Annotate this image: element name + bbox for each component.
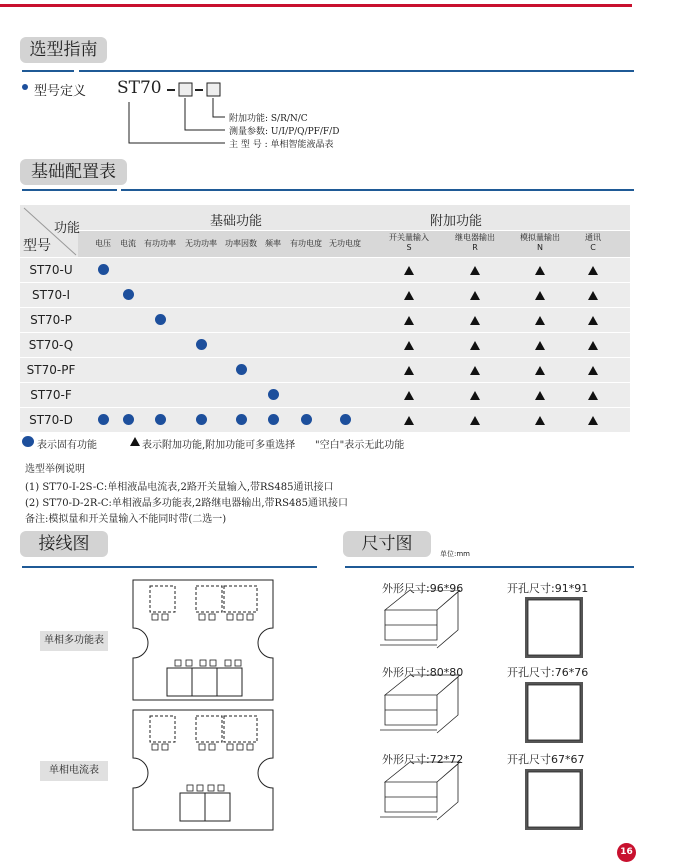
page-number: 16 — [617, 843, 636, 862]
section-guide: 选型指南 — [20, 37, 107, 63]
bullet-icon — [22, 84, 28, 90]
row-model: ST70-U — [29, 263, 73, 277]
divider — [345, 566, 634, 568]
inherent-function-dot — [340, 414, 351, 425]
top-rule — [0, 4, 632, 7]
col-header-extra-code: R — [472, 243, 478, 252]
optional-function-triangle — [404, 316, 414, 325]
optional-function-triangle — [535, 366, 545, 375]
legend-triangle: 表示附加功能,附加功能可多重选择 — [142, 440, 296, 451]
section-basic-table: 基础配置表 — [20, 159, 127, 185]
optional-function-triangle — [404, 266, 414, 275]
circle-legend-icon — [22, 436, 34, 447]
inherent-function-dot — [236, 364, 247, 375]
config-table — [20, 205, 630, 431]
optional-function-triangle — [588, 416, 598, 425]
optional-function-triangle — [470, 291, 480, 300]
outer-dim-72: 外形尺寸:72*72 — [382, 753, 464, 766]
optional-function-triangle — [404, 391, 414, 400]
example-1: (1) ST70-I-2S-C:单相液晶电流表,2路开关量输入,带RS485通讯接口 — [25, 482, 334, 493]
optional-function-triangle — [535, 316, 545, 325]
example-2: (2) ST70-D-2R-C:单相液晶多功能表,2路继电器输出,带RS485通讯接口 — [25, 498, 349, 509]
model-code: ST70 — [117, 78, 162, 98]
col-header-basic: 电压 — [95, 239, 111, 248]
row-model: ST70-PF — [26, 363, 76, 377]
col-header-basic: 有功电度 — [290, 239, 322, 248]
col-header-basic: 电流 — [120, 239, 136, 248]
divider — [79, 70, 634, 72]
col-header-basic: 无功电度 — [329, 239, 361, 248]
optional-function-triangle — [535, 416, 545, 425]
optional-function-triangle — [588, 291, 598, 300]
group-basic: 基础功能 — [210, 214, 263, 229]
optional-function-triangle — [588, 316, 598, 325]
divider — [121, 189, 634, 191]
optional-function-triangle — [470, 316, 480, 325]
divider — [22, 189, 117, 191]
legend-circle: 表示固有功能 — [37, 440, 97, 451]
model-def-label: 型号定义 — [34, 84, 87, 99]
cut-dim-67: 开孔尺寸67*67 — [507, 753, 585, 766]
group-extra: 附加功能 — [430, 214, 483, 229]
inherent-function-dot — [98, 264, 109, 275]
examples-title: 选型举例说明 — [25, 464, 85, 475]
row-model: ST70-Q — [28, 338, 74, 352]
optional-function-triangle — [535, 341, 545, 350]
optional-function-triangle — [535, 266, 545, 275]
col-header-extra-code: C — [590, 243, 596, 252]
row-model: ST70-I — [31, 288, 71, 302]
col-header-basic: 功率因数 — [225, 239, 257, 248]
optional-function-triangle — [535, 291, 545, 300]
inherent-function-dot — [155, 314, 166, 325]
optional-function-triangle — [535, 391, 545, 400]
inherent-function-dot — [98, 414, 109, 425]
cut-dim-91: 开孔尺寸:91*91 — [507, 582, 589, 595]
model-code-diagram — [120, 80, 240, 155]
col-header-extra-name: 开关量输入 — [389, 233, 429, 242]
col-header-extra-code: N — [537, 243, 543, 252]
cut-dim-76: 开孔尺寸:76*76 — [507, 666, 589, 679]
section-dimensions: 尺寸图 — [343, 531, 431, 557]
divider — [22, 566, 317, 568]
col-header-basic: 有功功率 — [144, 239, 176, 248]
outer-dim-80: 外形尺寸:80*80 — [382, 666, 464, 679]
inherent-function-dot — [123, 289, 134, 300]
optional-function-triangle — [404, 366, 414, 375]
optional-function-triangle — [470, 341, 480, 350]
corner-model: 型号 — [23, 238, 51, 254]
def-main: 主 型 号 : 单相智能液晶表 — [229, 140, 334, 150]
optional-function-triangle — [470, 416, 480, 425]
optional-function-triangle — [404, 291, 414, 300]
outer-dim-96: 外形尺寸:96*96 — [382, 582, 464, 595]
wiring-label-multi: 单相多功能表 — [40, 631, 108, 651]
col-header-basic: 频率 — [265, 239, 281, 248]
unit-label: 单位:mm — [440, 550, 470, 558]
col-header-extra-name: 模拟量输出 — [520, 233, 560, 242]
optional-function-triangle — [588, 341, 598, 350]
dimension-drawings — [380, 590, 590, 840]
optional-function-triangle — [588, 366, 598, 375]
legend-blank: "空白"表示无此功能 — [315, 440, 405, 451]
row-model: ST70-F — [30, 388, 72, 402]
inherent-function-dot — [268, 414, 279, 425]
col-header-extra-name: 通讯 — [585, 233, 601, 242]
optional-function-triangle — [588, 266, 598, 275]
corner-function: 功能 — [54, 221, 81, 236]
wiring-diagrams — [130, 578, 280, 843]
optional-function-triangle — [404, 341, 414, 350]
triangle-legend-icon — [130, 437, 140, 446]
optional-function-triangle — [470, 266, 480, 275]
col-header-extra-name: 继电器输出 — [455, 233, 495, 242]
optional-function-triangle — [470, 391, 480, 400]
inherent-function-dot — [301, 414, 312, 425]
col-header-extra-code: S — [406, 243, 412, 252]
inherent-function-dot — [196, 339, 207, 350]
inherent-function-dot — [155, 414, 166, 425]
examples-note: 备注:模拟量和开关量输入不能同时带(二选一) — [25, 514, 227, 525]
inherent-function-dot — [236, 414, 247, 425]
row-model: ST70-P — [30, 313, 72, 327]
optional-function-triangle — [404, 416, 414, 425]
wiring-label-current: 单相电流表 — [40, 761, 108, 781]
col-header-basic: 无功功率 — [185, 239, 217, 248]
def-extra: 附加功能: S/R/N/C — [229, 114, 308, 124]
inherent-function-dot — [268, 389, 279, 400]
inherent-function-dot — [123, 414, 134, 425]
inherent-function-dot — [196, 414, 207, 425]
optional-function-triangle — [470, 366, 480, 375]
optional-function-triangle — [588, 391, 598, 400]
row-model: ST70-D — [29, 413, 73, 427]
def-params: 测量参数: U/I/P/Q/PF/F/D — [229, 127, 340, 137]
section-wiring: 接线图 — [20, 531, 108, 557]
divider — [22, 70, 74, 72]
